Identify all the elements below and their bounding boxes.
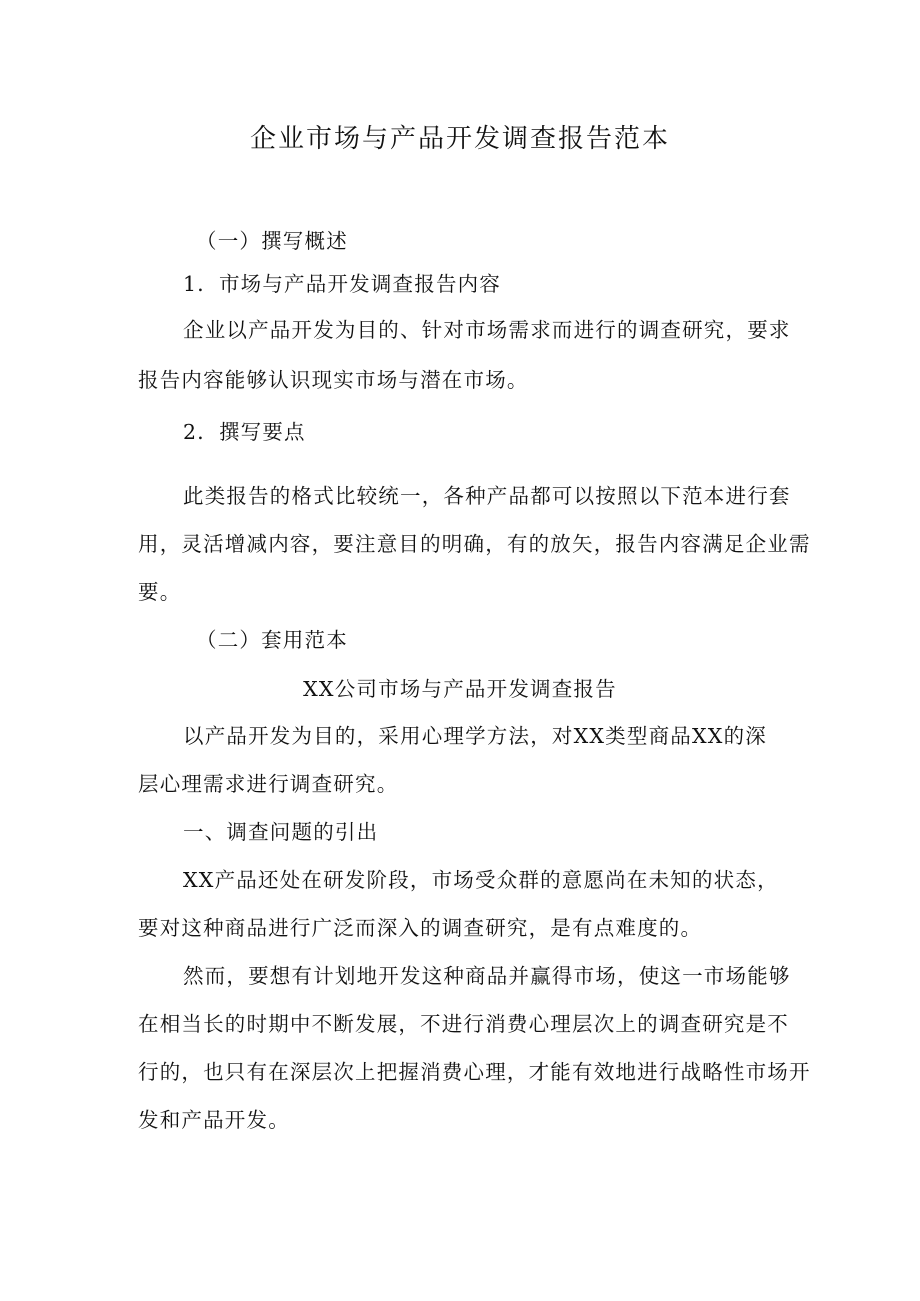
part-heading-problem: 一、调查问题的引出 [183, 820, 379, 844]
paragraph-line: 此类报告的格式比较统一，各种产品都可以按照以下范本进行套 [183, 484, 791, 508]
item-heading-key-points: 2．撰写要点 [183, 420, 306, 444]
item-heading-content: 1．市场与产品开发调查报告内容 [183, 272, 502, 296]
document-title: 企业市场与产品开发调查报告范本 [249, 124, 670, 154]
paragraph-line: 用，灵活增减内容，要注意目的明确，有的放矢，报告内容满足企业需 [138, 532, 811, 556]
paragraph-line: 发和产品开发。 [138, 1108, 290, 1132]
paragraph-line: 层心理需求进行调查研究。 [138, 772, 399, 796]
paragraph-line: XX产品还处在研发阶段，市场受众群的意愿尚在未知的状态， [183, 868, 779, 892]
paragraph-line: 要对这种商品进行广泛而深入的调查研究，是有点难度的。 [138, 916, 703, 940]
section-heading-overview: （一）撰写概述 [196, 229, 348, 253]
paragraph-line: 报告内容能够认识现实市场与潜在市场。 [138, 368, 529, 392]
report-title: XX公司市场与产品开发调查报告 [303, 677, 617, 701]
paragraph-line: 然而，要想有计划地开发这种商品并赢得市场，使这一市场能够 [183, 964, 791, 988]
paragraph-line: 以产品开发为目的，采用心理学方法，对XX类型商品XX的深 [183, 724, 767, 748]
paragraph-line: 行的，也只有在深层次上把握消费心理，才能有效地进行战略性市场开 [138, 1060, 811, 1084]
section-heading-template: （二）套用范本 [196, 628, 348, 652]
paragraph-line: 企业以产品开发为目的、针对市场需求而进行的调查研究，要求 [183, 318, 791, 342]
paragraph-line: 要。 [138, 580, 182, 604]
paragraph-line: 在相当长的时期中不断发展，不进行消费心理层次上的调查研究是不 [138, 1012, 789, 1036]
